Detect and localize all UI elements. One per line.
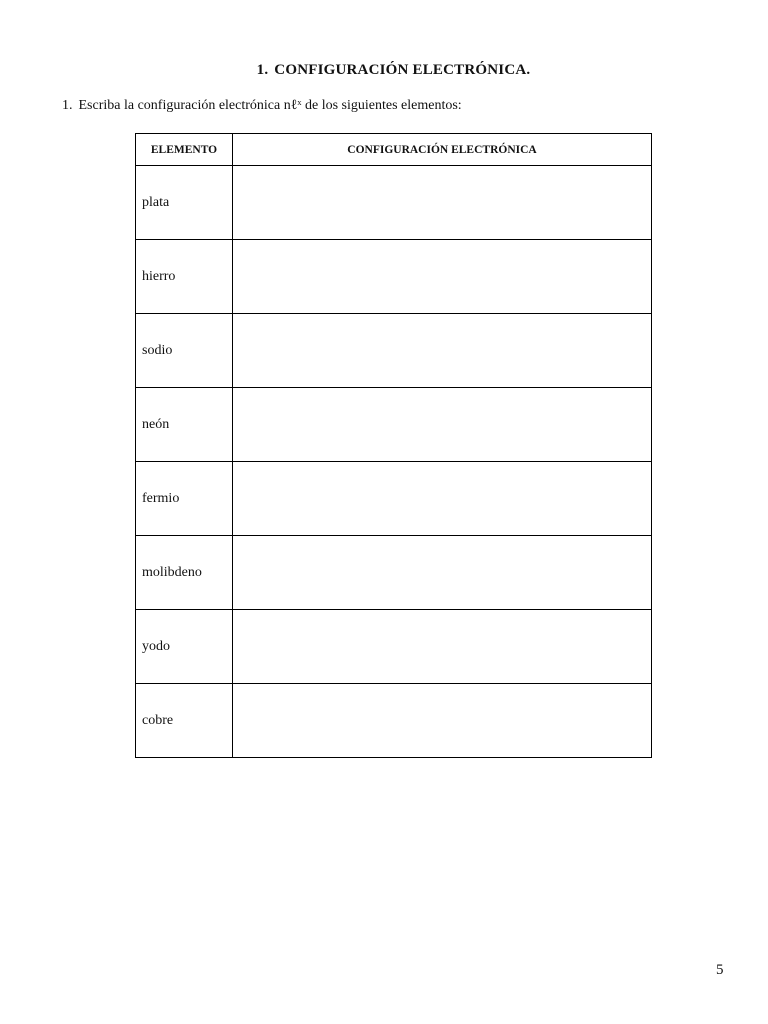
element-cell: cobre xyxy=(136,684,233,758)
configuration-answer-cell[interactable] xyxy=(233,684,652,758)
element-cell: plata xyxy=(136,166,233,240)
table-row xyxy=(136,166,652,240)
table-row xyxy=(136,462,652,536)
configuration-answer-cell[interactable] xyxy=(233,536,652,610)
configuration-answer-cell[interactable] xyxy=(233,314,652,388)
instruction xyxy=(62,98,462,114)
heading-text: CONFIGURACIÓN ELECTRÓNICA. xyxy=(274,62,531,78)
configuration-answer-cell[interactable] xyxy=(233,462,652,536)
table-row xyxy=(136,610,652,684)
table-header-row xyxy=(136,134,652,166)
configuration-answer-cell[interactable] xyxy=(233,388,652,462)
table-row xyxy=(136,240,652,314)
table-row xyxy=(136,684,652,758)
instruction-number: 1. xyxy=(62,98,73,113)
instruction-text: Escriba la configuración electrónica nℓˣ de los siguientes elementos: xyxy=(78,98,462,113)
page-number: 5 xyxy=(716,962,724,978)
table-row xyxy=(136,314,652,388)
element-cell: yodo xyxy=(136,610,233,684)
heading-number: 1. xyxy=(256,62,269,78)
element-cell: hierro xyxy=(136,240,233,314)
table-row xyxy=(136,536,652,610)
table-row xyxy=(136,388,652,462)
element-cell: molibdeno xyxy=(136,536,233,610)
column-header-configuration: CONFIGURACIÓN ELECTRÓNICA xyxy=(233,134,652,166)
column-header-element: ELEMENTO xyxy=(136,134,233,166)
element-cell: neón xyxy=(136,388,233,462)
section-heading xyxy=(0,62,768,79)
configuration-table xyxy=(135,133,652,758)
configuration-answer-cell[interactable] xyxy=(233,166,652,240)
element-cell: sodio xyxy=(136,314,233,388)
configuration-answer-cell[interactable] xyxy=(233,610,652,684)
element-cell: fermio xyxy=(136,462,233,536)
configuration-answer-cell[interactable] xyxy=(233,240,652,314)
